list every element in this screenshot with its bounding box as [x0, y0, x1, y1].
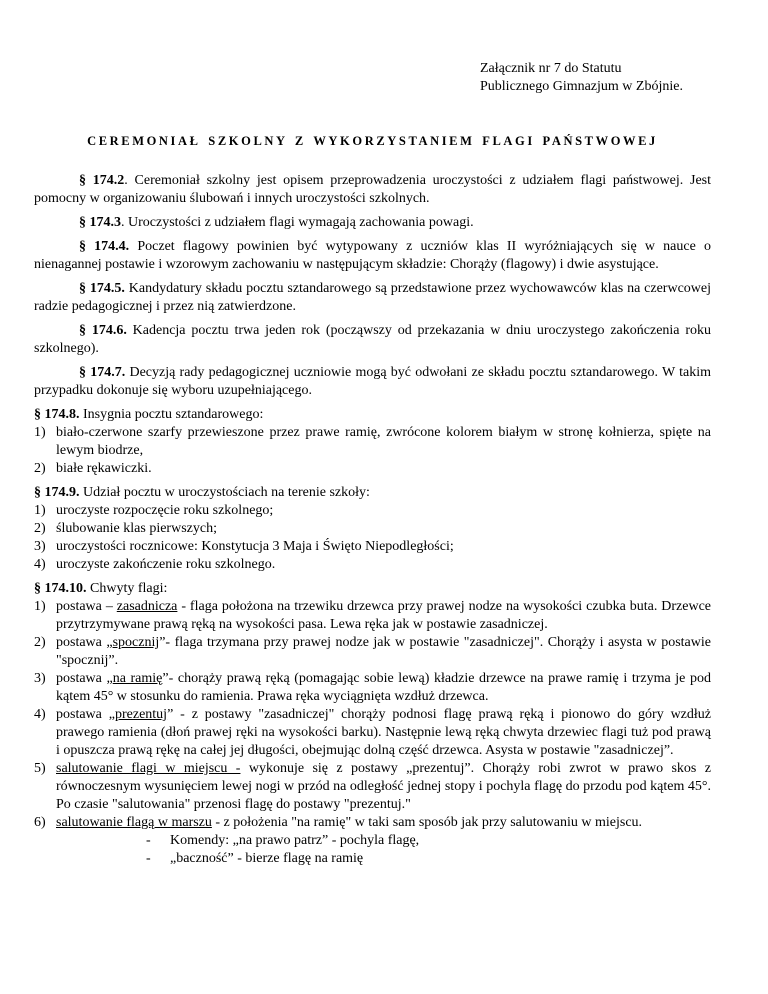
paragraph-174-5	[34, 280, 711, 316]
item-number: 4)	[34, 707, 46, 722]
item-text: ślubowanie klas pierwszych;	[56, 521, 217, 536]
item-text	[56, 670, 711, 706]
command-text: „baczność” - bierze flagę na ramię	[170, 851, 364, 866]
item-description: ”- flaga trzymana przy prawej nodze jak w postawie "zasadniczej". Chorąży i asysta w postawie "spocznij”.	[56, 635, 711, 668]
list-item	[34, 670, 711, 706]
item-term: salutowanie flagą w marszu	[56, 815, 212, 830]
section-number: § 174.4.	[79, 239, 130, 254]
list-heading-text: Udział pocztu w uroczystościach na terenie szkoły:	[79, 485, 370, 500]
paragraph-174-6	[34, 322, 711, 358]
item-text: białe rękawiczki.	[56, 461, 152, 476]
item-term: spocznij	[112, 635, 160, 650]
command-item	[146, 850, 711, 868]
section-number: § 174.8.	[34, 407, 80, 422]
item-number: 1)	[34, 503, 46, 518]
list-item	[34, 760, 711, 814]
list-item	[34, 814, 711, 832]
item-number: 3)	[34, 671, 46, 686]
item-number: 1)	[34, 425, 46, 440]
item-number: 5)	[34, 761, 46, 776]
dash-bullet: -	[146, 851, 151, 866]
command-list	[146, 832, 711, 868]
section-number: § 174.2	[79, 173, 125, 188]
paragraph-text: Kadencja pocztu trwa jeden rok (począwszy od przekazania w dniu uroczystego zakończenia roku szkolnego).	[34, 323, 711, 356]
paragraph-text: . Uroczystości z udziałem flagi wymagają zachowania powagi.	[121, 215, 474, 230]
section-number: § 174.6.	[79, 323, 127, 338]
item-description: - flaga położona na trzewiku drzewca przy prawej nodze na wysokości czubka buta. Drzewce przytrzymywane prawą ręką na wysokości pasa. Lewa ręka jak w postawie zasadniczej.	[56, 599, 711, 632]
section-174-9	[34, 484, 711, 574]
paragraph-text: Kandydatury składu pocztu sztandarowego są przedstawione przez wychowawców klas na czerwcowej radzie pedagogicznej i przez nią zatwierdzone.	[34, 281, 712, 314]
list-item	[34, 520, 711, 538]
header-line-2: Publicznego Gimnazjum w Zbójnie.	[480, 79, 683, 94]
list-item	[34, 502, 711, 520]
list-item	[34, 706, 711, 760]
list-heading-text: Insygnia pocztu sztandarowego:	[79, 407, 264, 422]
item-number: 3)	[34, 539, 46, 554]
header-line-1: Załącznik nr 7 do Statutu	[480, 61, 622, 76]
item-text	[56, 706, 711, 760]
list-item	[34, 424, 711, 460]
list-heading	[34, 580, 711, 598]
item-text: uroczyste rozpoczęcie roku szkolnego;	[56, 503, 274, 518]
list-heading	[34, 484, 711, 502]
command-text: Komendy: „na prawo patrz” - pochyla flagę,	[170, 833, 420, 848]
paragraph-174-7	[34, 364, 711, 400]
section-number: § 174.7.	[79, 365, 126, 380]
item-text: uroczyste zakończenie roku szkolnego.	[56, 557, 276, 572]
section-number: § 174.10.	[34, 581, 87, 596]
item-text	[56, 598, 711, 634]
item-description: wykonuje się z postawy „prezentuj”. Chorąży robi zwrot w prawo skos z równoczesnym wysunięciem lewej nogi w przód na odległość jednej stopy i pochyla flagę do przodu pod kątem 45°. Po czasie "salutowania" przenosi flagę do postawy "prezentuj."	[56, 761, 711, 812]
item-text: uroczystości rocznicowe: Konstytucja 3 Maja i Święto Niepodległości;	[56, 539, 454, 554]
list-item	[34, 598, 711, 634]
command-item	[146, 832, 711, 850]
item-prefix: postawa „	[56, 635, 113, 650]
item-description: ” - z postawy "zasadniczej" chorąży podnosi flagę prawą ręką i pionowo do góry wzdłuż prawego ramienia (dłoń prawej ręki na wysokości barku). Następnie lewą ręką chwyta drzewiec flagi tuż pod prawą i opuszcza prawą rękę na całej jej długości, obejmując dolną część drzewca. Asysta w postawie "zasadniczej”.	[56, 707, 711, 758]
paragraph-text: Decyzją rady pedagogicznej uczniowie mogą być odwołani ze składu pocztu sztandarowego. W takim przypadku dokonuje się wyboru uzupełniającego.	[34, 365, 712, 398]
item-number: 2)	[34, 461, 46, 476]
paragraph-text: . Ceremoniał szkolny jest opisem przeprowadzenia uroczystości z udziałem flagi państwowej. Jest pomocny w organizowaniu ślubowań i innych uroczystości szkolnych.	[34, 173, 712, 206]
item-text: biało-czerwone szarfy przewieszone przez prawe ramię, zwrócone kolorem białym w stronę kołnierza, spięte na lewym biodrze,	[56, 425, 711, 458]
dash-bullet: -	[146, 833, 151, 848]
item-term: na ramię	[112, 671, 163, 686]
item-number: 4)	[34, 557, 46, 572]
section-number: § 174.9.	[34, 485, 80, 500]
list-item	[34, 538, 711, 556]
item-number: 2)	[34, 521, 46, 536]
item-number: 2)	[34, 635, 46, 650]
item-description: ”- chorąży prawą ręką (pomagając sobie lewą) kładzie drzewce na prawe ramię i trzyma je pod kątem 45° w stosunku do ramienia. Prawa ręka wyciągnięta wzdłuż drzewca.	[56, 671, 711, 704]
paragraph-174-4	[34, 238, 711, 274]
list-item	[34, 460, 711, 478]
section-174-8	[34, 406, 711, 478]
list-item	[34, 556, 711, 574]
item-term: salutowanie flagi w miejscu -	[56, 761, 241, 776]
item-prefix: postawa „	[56, 707, 115, 722]
list-heading-text: Chwyty flagi:	[86, 581, 168, 596]
section-174-10	[34, 580, 711, 868]
item-text	[56, 814, 711, 832]
item-prefix: postawa „	[56, 671, 113, 686]
paragraph-text: Poczet flagowy powinien być wytypowany z uczniów klas II wyróżniających się w nauce o nienagannej postawie i wzorowym zachowaniu w następującym składzie: Chorąży (flagowy) i dwie asystujące.	[34, 239, 712, 272]
list-heading	[34, 406, 711, 424]
item-text	[56, 634, 711, 670]
item-number: 6)	[34, 815, 46, 830]
section-number: § 174.3	[79, 215, 121, 230]
section-number: § 174.5.	[79, 281, 125, 296]
item-term: zasadnicza	[116, 599, 178, 614]
document-title: CEREMONIAŁ SZKOLNY Z WYKORZYSTANIEM FLAGI PAŃSTWOWEJ	[87, 134, 658, 148]
attachment-header	[480, 60, 711, 96]
item-description: - z położenia "na ramię" w taki sam sposób jak przy salutowaniu w miejscu.	[211, 815, 643, 830]
item-term: prezentuj	[114, 707, 168, 722]
item-prefix: postawa –	[56, 599, 117, 614]
item-number: 1)	[34, 599, 46, 614]
list-item	[34, 634, 711, 670]
paragraph-174-3	[34, 214, 711, 232]
item-text	[56, 760, 711, 814]
paragraph-174-2	[34, 172, 711, 208]
